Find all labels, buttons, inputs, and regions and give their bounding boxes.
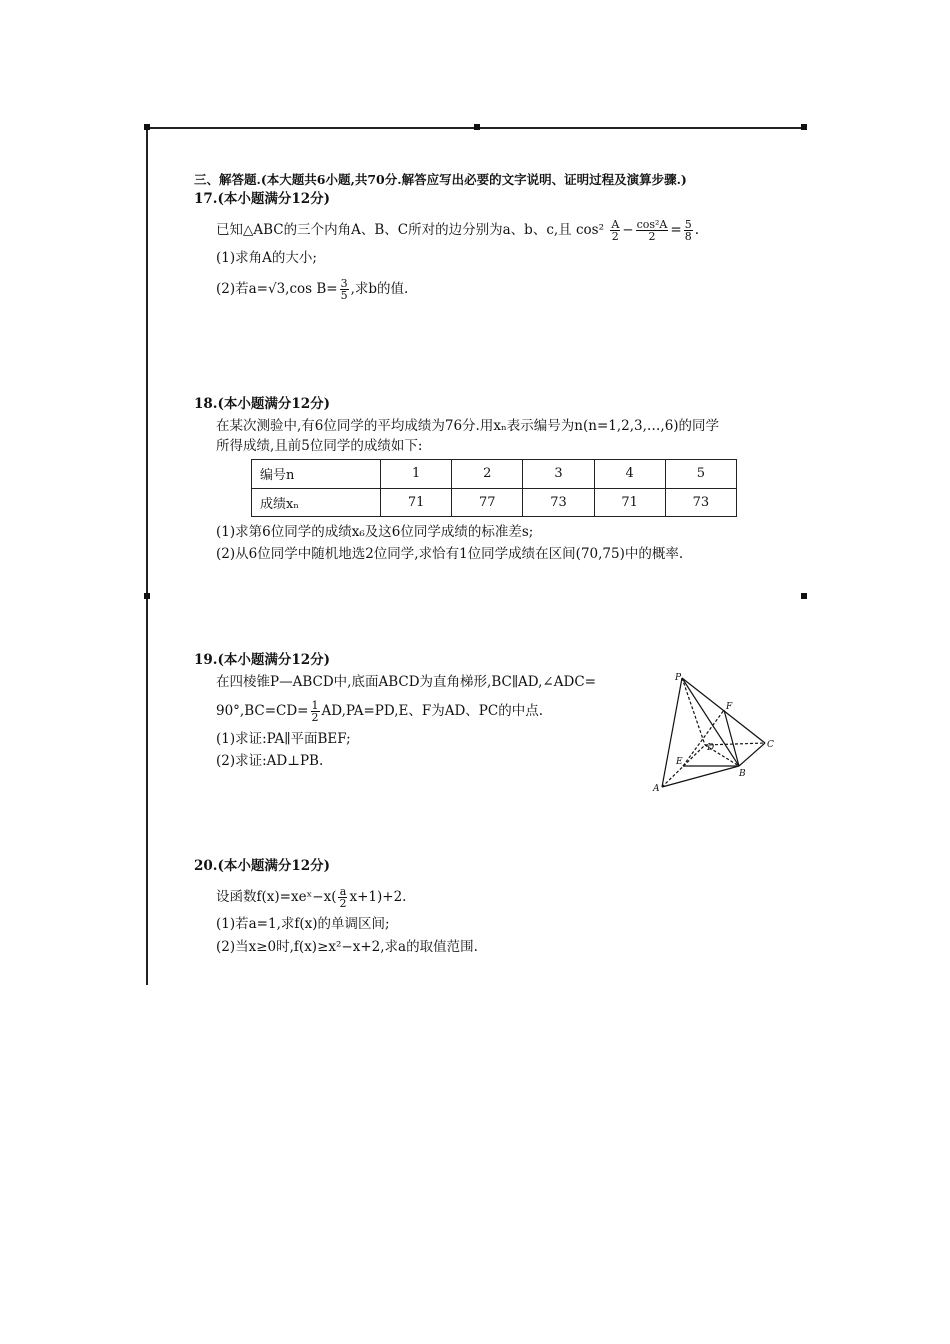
edge-pa bbox=[662, 678, 682, 787]
table-cell: 71 bbox=[381, 488, 452, 517]
table-row bbox=[252, 460, 737, 489]
q17-stem-text: 已知△ABC的三个内角A、B、C所对的边分别为a、b、c,且 bbox=[216, 222, 572, 238]
section-header: 三、解答题.(本大题共6小题,共70分.解答应写出必要的文字说明、证明过程及演算步骤.) bbox=[194, 172, 687, 187]
q17-part2-tail: ,求b的值. bbox=[350, 281, 409, 297]
corner-mark bbox=[144, 593, 150, 599]
q17-title: 17.(本小题满分12分) bbox=[194, 191, 331, 207]
table-cell: 4 bbox=[594, 460, 665, 489]
q20-stem bbox=[216, 886, 406, 909]
table-cell: 77 bbox=[452, 488, 523, 517]
label-b: B bbox=[739, 769, 746, 779]
q17-part1: (1)求角A的大小; bbox=[216, 250, 317, 266]
q17-part2 bbox=[216, 278, 408, 301]
q17-frac3: $\frac{5}{8}$ bbox=[684, 218, 692, 243]
q18-stem-line2: 所得成绩,且前5位同学的成绩如下: bbox=[216, 438, 423, 454]
corner-mark bbox=[801, 593, 807, 599]
table-row-header: 编号n bbox=[252, 460, 381, 489]
q18-part2: (2)从6位同学中随机地选2位同学,求恰有1位同学成绩在区间(70,75)中的概率. bbox=[216, 546, 684, 562]
q19-stem-line1: 在四棱锥P—ABCD中,底面ABCD为直角梯形,BC∥AD,∠ADC= bbox=[216, 674, 596, 690]
frame-left-border bbox=[146, 127, 148, 985]
q17-frac1: $\frac{A}{2}$ bbox=[611, 218, 620, 243]
table-cell: 73 bbox=[523, 488, 594, 517]
q20-part2: (2)当x≥0时,f(x)≥x²−x+2,求a的取值范围. bbox=[216, 939, 478, 955]
q18-stem-line1: 在某次测验中,有6位同学的平均成绩为76分.用xₙ表示编号为n(n=1,2,3,…,6)的同学 bbox=[216, 418, 720, 434]
corner-mark bbox=[474, 124, 480, 130]
label-f: F bbox=[726, 702, 733, 712]
q20-stem-text: 设函数f(x)=xeˣ−x( bbox=[216, 889, 337, 905]
segment-ef bbox=[683, 710, 724, 766]
pyramid-figure bbox=[650, 670, 780, 795]
table-cell: 1 bbox=[381, 460, 452, 489]
q19-part1: (1)求证:PA∥平面BEF; bbox=[216, 731, 351, 747]
edge-bc bbox=[739, 743, 765, 766]
edge-pc bbox=[682, 678, 765, 743]
table-cell: 2 bbox=[452, 460, 523, 489]
q20-part1: (1)若a=1,求f(x)的单调区间; bbox=[216, 916, 390, 932]
table-cell: 5 bbox=[665, 460, 736, 489]
segment-fb bbox=[724, 710, 739, 766]
q19-frac: $\frac{1}{2}$ bbox=[311, 699, 319, 724]
corner-mark bbox=[144, 124, 150, 130]
q19-part2: (2)求证:AD⊥PB. bbox=[216, 753, 324, 769]
q18-part1: (1)求第6位同学的成绩x₆及这6位同学成绩的标准差s; bbox=[216, 524, 534, 540]
q20-title: 20.(本小题满分12分) bbox=[194, 858, 331, 874]
label-e: E bbox=[676, 757, 683, 767]
q19-stem-tail: AD,PA=PD,E、F为AD、PC的中点. bbox=[321, 703, 544, 719]
table-cell: 3 bbox=[523, 460, 594, 489]
label-p: P bbox=[675, 673, 682, 683]
q17-part2-frac: $\frac{3}{5}$ bbox=[340, 277, 348, 302]
q19-stem-line2 bbox=[216, 700, 543, 723]
q17-cos: cos² bbox=[575, 222, 605, 238]
label-a: A bbox=[653, 784, 660, 794]
q17-part2-text: (2)若a=√3,cos B= bbox=[216, 281, 338, 297]
label-c: C bbox=[767, 740, 774, 750]
score-table bbox=[251, 459, 737, 517]
corner-mark bbox=[801, 124, 807, 130]
table-row-header: 成绩xₙ bbox=[252, 488, 381, 517]
table-cell: 73 bbox=[665, 488, 736, 517]
q19-stem-text: 90°,BC=CD= bbox=[216, 703, 309, 719]
q17-frac2: $\frac{\text{cos²A}}{2}$ bbox=[636, 218, 668, 243]
edge-pd bbox=[682, 678, 705, 745]
q18-title: 18.(本小题满分12分) bbox=[194, 396, 331, 412]
table-cell: 71 bbox=[594, 488, 665, 517]
q17-stem: 已知△ABC的三个内角A、B、C所对的边分别为a、b、c,且 cos² $\frac{A}{2}$ − $\frac{\text{cos²A}}{2}$ = $\frac{5}{8}$ . bbox=[216, 218, 699, 243]
table-row bbox=[252, 488, 737, 517]
q19-title: 19.(本小题满分12分) bbox=[194, 652, 331, 668]
label-d: D bbox=[707, 743, 715, 753]
q20-frac: $\frac{a}{2}$ bbox=[339, 885, 347, 910]
q20-stem-tail: x+1)+2. bbox=[349, 889, 407, 905]
